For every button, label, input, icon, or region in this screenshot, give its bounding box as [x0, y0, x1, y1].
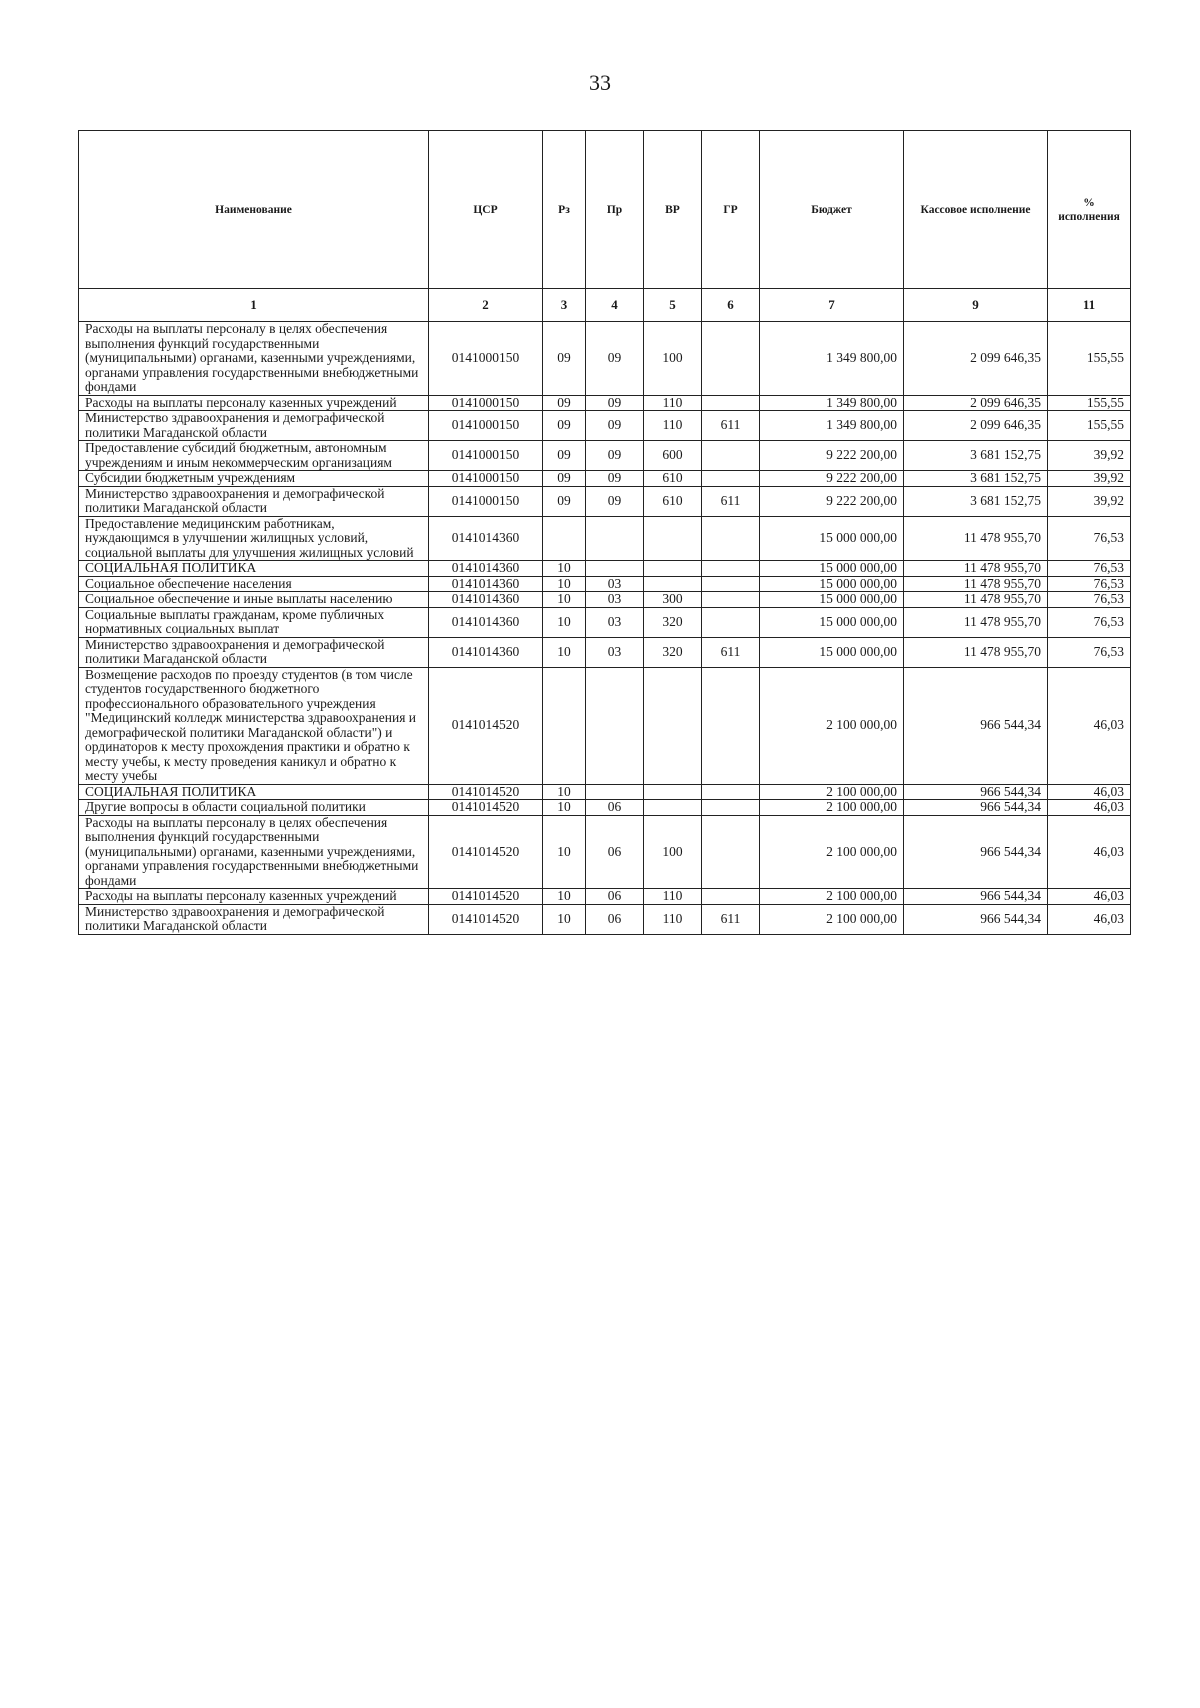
cell-execution: 966 544,34 — [904, 784, 1048, 800]
cell-budget: 2 100 000,00 — [760, 904, 904, 934]
cell-name: Другие вопросы в области социальной политики — [79, 800, 429, 816]
cell-pr — [586, 561, 644, 577]
table-row — [79, 516, 1131, 561]
cell-percent: 46,03 — [1048, 815, 1131, 889]
cell-pr: 09 — [586, 441, 644, 471]
cell-execution: 966 544,34 — [904, 800, 1048, 816]
cell-gr — [702, 395, 760, 411]
table-row — [79, 471, 1131, 487]
cell-gr — [702, 322, 760, 396]
cell-rz: 10 — [543, 815, 586, 889]
cell-rz: 10 — [543, 607, 586, 637]
cell-pr: 09 — [586, 471, 644, 487]
cell-percent: 46,03 — [1048, 889, 1131, 905]
column-number: 9 — [904, 289, 1048, 322]
cell-budget: 15 000 000,00 — [760, 592, 904, 608]
column-number: 3 — [543, 289, 586, 322]
cell-vr: 610 — [644, 486, 702, 516]
cell-vr: 100 — [644, 815, 702, 889]
cell-gr: 611 — [702, 486, 760, 516]
cell-name: Расходы на выплаты персоналу в целях обеспечения выполнения функций государственными (муниципальными) органами, казенными учреждениями, органами управления государственными внебюджетными фондами — [79, 815, 429, 889]
cell-vr — [644, 784, 702, 800]
cell-name: Министерство здравоохранения и демографической политики Магаданской области — [79, 411, 429, 441]
cell-csr: 0141000150 — [429, 411, 543, 441]
table-row — [79, 800, 1131, 816]
header-pr: Пр — [586, 131, 644, 289]
cell-budget: 15 000 000,00 — [760, 561, 904, 577]
table-row — [79, 441, 1131, 471]
header-gr: ГР — [702, 131, 760, 289]
cell-pr: 03 — [586, 607, 644, 637]
table-row — [79, 395, 1131, 411]
cell-execution: 11 478 955,70 — [904, 576, 1048, 592]
cell-name: Министерство здравоохранения и демографической политики Магаданской области — [79, 637, 429, 667]
cell-rz — [543, 667, 586, 784]
cell-execution: 2 099 646,35 — [904, 411, 1048, 441]
cell-pr: 06 — [586, 815, 644, 889]
cell-rz: 09 — [543, 411, 586, 441]
cell-name: Министерство здравоохранения и демографической политики Магаданской области — [79, 904, 429, 934]
cell-pr: 06 — [586, 904, 644, 934]
cell-csr: 0141000150 — [429, 322, 543, 396]
cell-execution: 11 478 955,70 — [904, 516, 1048, 561]
cell-percent: 46,03 — [1048, 667, 1131, 784]
cell-rz: 10 — [543, 576, 586, 592]
table-row — [79, 607, 1131, 637]
cell-execution: 966 544,34 — [904, 889, 1048, 905]
column-number: 11 — [1048, 289, 1131, 322]
cell-percent: 39,92 — [1048, 486, 1131, 516]
cell-percent: 76,53 — [1048, 576, 1131, 592]
cell-csr: 0141000150 — [429, 471, 543, 487]
cell-rz: 09 — [543, 322, 586, 396]
cell-vr — [644, 561, 702, 577]
table-row — [79, 637, 1131, 667]
cell-gr — [702, 815, 760, 889]
cell-pr: 03 — [586, 592, 644, 608]
cell-vr: 300 — [644, 592, 702, 608]
cell-execution: 3 681 152,75 — [904, 486, 1048, 516]
page-number: 33 — [589, 70, 611, 95]
cell-rz: 09 — [543, 395, 586, 411]
cell-csr: 0141014360 — [429, 607, 543, 637]
cell-gr — [702, 607, 760, 637]
column-number: 1 — [79, 289, 429, 322]
cell-execution: 11 478 955,70 — [904, 607, 1048, 637]
cell-name: Расходы на выплаты персоналу казенных учреждений — [79, 889, 429, 905]
cell-percent: 76,53 — [1048, 592, 1131, 608]
cell-csr: 0141014520 — [429, 784, 543, 800]
cell-execution: 11 478 955,70 — [904, 637, 1048, 667]
cell-vr: 610 — [644, 471, 702, 487]
cell-percent: 155,55 — [1048, 322, 1131, 396]
cell-gr — [702, 889, 760, 905]
cell-execution: 2 099 646,35 — [904, 395, 1048, 411]
cell-name: Расходы на выплаты персоналу казенных учреждений — [79, 395, 429, 411]
cell-gr: 611 — [702, 411, 760, 441]
cell-vr: 110 — [644, 889, 702, 905]
cell-csr: 0141014360 — [429, 576, 543, 592]
cell-name: Расходы на выплаты персоналу в целях обеспечения выполнения функций государственными (муниципальными) органами, казенными учреждениями, органами управления государственными внебюджетными фондами — [79, 322, 429, 396]
cell-vr: 600 — [644, 441, 702, 471]
cell-pr: 09 — [586, 322, 644, 396]
header-vr: ВР — [644, 131, 702, 289]
column-number: 7 — [760, 289, 904, 322]
column-number: 2 — [429, 289, 543, 322]
cell-pr: 09 — [586, 486, 644, 516]
cell-execution: 2 099 646,35 — [904, 322, 1048, 396]
cell-csr: 0141014520 — [429, 904, 543, 934]
cell-budget: 15 000 000,00 — [760, 637, 904, 667]
cell-gr — [702, 471, 760, 487]
cell-name: СОЦИАЛЬНАЯ ПОЛИТИКА — [79, 561, 429, 577]
cell-percent: 46,03 — [1048, 800, 1131, 816]
table-row — [79, 815, 1131, 889]
header-execution: Кассовое исполнение — [904, 131, 1048, 289]
column-number: 4 — [586, 289, 644, 322]
cell-pr: 06 — [586, 889, 644, 905]
cell-name: Социальное обеспечение населения — [79, 576, 429, 592]
cell-percent: 76,53 — [1048, 561, 1131, 577]
cell-budget: 15 000 000,00 — [760, 516, 904, 561]
cell-budget: 2 100 000,00 — [760, 815, 904, 889]
table-body — [79, 322, 1131, 935]
cell-csr: 0141000150 — [429, 441, 543, 471]
cell-csr: 0141014360 — [429, 561, 543, 577]
cell-execution: 966 544,34 — [904, 904, 1048, 934]
cell-gr: 611 — [702, 904, 760, 934]
cell-vr: 110 — [644, 395, 702, 411]
cell-name: Субсидии бюджетным учреждениям — [79, 471, 429, 487]
cell-pr: 06 — [586, 800, 644, 816]
cell-budget: 9 222 200,00 — [760, 486, 904, 516]
cell-rz: 10 — [543, 784, 586, 800]
cell-rz: 10 — [543, 889, 586, 905]
cell-gr — [702, 576, 760, 592]
cell-gr — [702, 667, 760, 784]
column-number: 6 — [702, 289, 760, 322]
column-number-row — [79, 289, 1131, 322]
cell-pr — [586, 784, 644, 800]
cell-budget: 15 000 000,00 — [760, 607, 904, 637]
cell-name: Предоставление медицинским работникам, нуждающимся в улучшении жилищных условий, социальной выплаты для улучшения жилищных условий — [79, 516, 429, 561]
table-row — [79, 592, 1131, 608]
cell-budget: 2 100 000,00 — [760, 784, 904, 800]
cell-pr: 03 — [586, 637, 644, 667]
table-row — [79, 411, 1131, 441]
cell-csr: 0141014360 — [429, 516, 543, 561]
cell-vr: 320 — [644, 637, 702, 667]
table-row — [79, 784, 1131, 800]
cell-percent: 39,92 — [1048, 471, 1131, 487]
cell-budget: 15 000 000,00 — [760, 576, 904, 592]
cell-name: СОЦИАЛЬНАЯ ПОЛИТИКА — [79, 784, 429, 800]
cell-vr: 320 — [644, 607, 702, 637]
cell-vr — [644, 576, 702, 592]
cell-percent: 76,53 — [1048, 607, 1131, 637]
header-csr: ЦСР — [429, 131, 543, 289]
cell-budget: 1 349 800,00 — [760, 395, 904, 411]
table-row — [79, 561, 1131, 577]
cell-pr: 09 — [586, 395, 644, 411]
cell-csr: 0141014520 — [429, 800, 543, 816]
table-row — [79, 486, 1131, 516]
cell-rz: 10 — [543, 637, 586, 667]
cell-vr — [644, 667, 702, 784]
cell-vr: 110 — [644, 411, 702, 441]
table-row — [79, 322, 1131, 396]
cell-csr: 0141000150 — [429, 486, 543, 516]
cell-csr: 0141014520 — [429, 889, 543, 905]
cell-csr: 0141014520 — [429, 815, 543, 889]
cell-rz: 09 — [543, 441, 586, 471]
cell-percent: 155,55 — [1048, 411, 1131, 441]
cell-rz: 10 — [543, 561, 586, 577]
cell-percent: 46,03 — [1048, 784, 1131, 800]
cell-vr: 110 — [644, 904, 702, 934]
cell-budget: 9 222 200,00 — [760, 471, 904, 487]
header-rz: Рз — [543, 131, 586, 289]
cell-rz: 10 — [543, 904, 586, 934]
cell-percent: 39,92 — [1048, 441, 1131, 471]
table-row — [79, 904, 1131, 934]
cell-percent: 76,53 — [1048, 516, 1131, 561]
budget-table — [78, 130, 1131, 935]
cell-csr: 0141014360 — [429, 637, 543, 667]
cell-budget: 2 100 000,00 — [760, 800, 904, 816]
cell-budget: 2 100 000,00 — [760, 667, 904, 784]
cell-pr: 09 — [586, 411, 644, 441]
cell-gr: 611 — [702, 637, 760, 667]
cell-csr: 0141000150 — [429, 395, 543, 411]
cell-gr — [702, 561, 760, 577]
cell-name: Возмещение расходов по проезду студентов (в том числе студентов государственного бюджетного профессионального образовательного учреждения "Медицинский колледж министерства здравоохранения и демографической политики Магаданской области") и ординаторов к месту прохождения практики и обратно к месту учебы, к месту проведения каникул и обратно к месту учебы — [79, 667, 429, 784]
column-number: 5 — [644, 289, 702, 322]
cell-pr — [586, 516, 644, 561]
cell-execution: 11 478 955,70 — [904, 561, 1048, 577]
cell-gr — [702, 592, 760, 608]
header-percent: % исполнения — [1048, 131, 1131, 289]
cell-rz: 10 — [543, 592, 586, 608]
cell-rz: 09 — [543, 486, 586, 516]
header-budget: Бюджет — [760, 131, 904, 289]
header-row — [79, 131, 1131, 289]
cell-vr — [644, 516, 702, 561]
cell-rz — [543, 516, 586, 561]
table-row — [79, 576, 1131, 592]
cell-percent: 155,55 — [1048, 395, 1131, 411]
cell-gr — [702, 800, 760, 816]
cell-execution: 966 544,34 — [904, 815, 1048, 889]
cell-pr: 03 — [586, 576, 644, 592]
cell-gr — [702, 516, 760, 561]
cell-execution: 966 544,34 — [904, 667, 1048, 784]
cell-execution: 11 478 955,70 — [904, 592, 1048, 608]
cell-budget: 9 222 200,00 — [760, 441, 904, 471]
header-name: Наименование — [79, 131, 429, 289]
table-row — [79, 889, 1131, 905]
cell-execution: 3 681 152,75 — [904, 441, 1048, 471]
cell-name: Предоставление субсидий бюджетным, автономным учреждениям и иным некоммерческим организациям — [79, 441, 429, 471]
cell-gr — [702, 784, 760, 800]
cell-rz: 09 — [543, 471, 586, 487]
cell-percent: 46,03 — [1048, 904, 1131, 934]
cell-name: Министерство здравоохранения и демографической политики Магаданской области — [79, 486, 429, 516]
cell-name: Социальные выплаты гражданам, кроме публичных нормативных социальных выплат — [79, 607, 429, 637]
table-row — [79, 667, 1131, 784]
cell-budget: 1 349 800,00 — [760, 322, 904, 396]
cell-name: Социальное обеспечение и иные выплаты населению — [79, 592, 429, 608]
cell-percent: 76,53 — [1048, 637, 1131, 667]
cell-vr — [644, 800, 702, 816]
cell-vr: 100 — [644, 322, 702, 396]
cell-gr — [702, 441, 760, 471]
cell-budget: 1 349 800,00 — [760, 411, 904, 441]
cell-pr — [586, 667, 644, 784]
cell-csr: 0141014520 — [429, 667, 543, 784]
cell-csr: 0141014360 — [429, 592, 543, 608]
cell-budget: 2 100 000,00 — [760, 889, 904, 905]
cell-execution: 3 681 152,75 — [904, 471, 1048, 487]
cell-rz: 10 — [543, 800, 586, 816]
